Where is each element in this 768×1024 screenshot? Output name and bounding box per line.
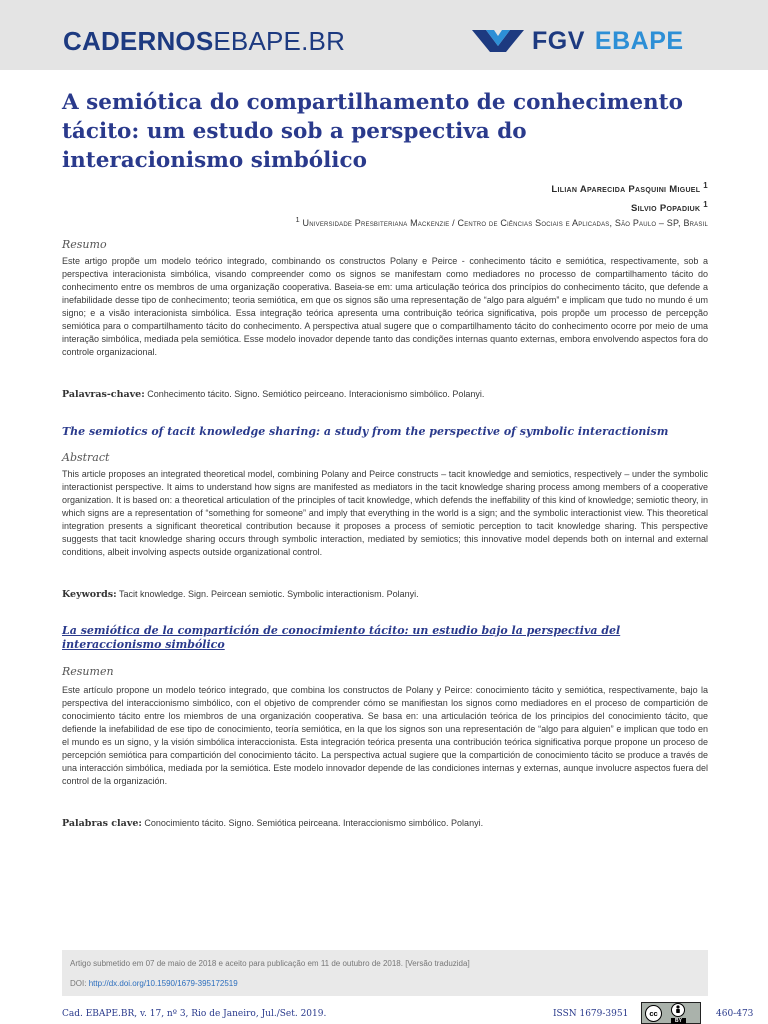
author-name: Silvio Popadiuk: [631, 203, 701, 215]
author-list: [551, 178, 708, 216]
footer-page-range: 460-473: [716, 1009, 754, 1019]
abstract-text: This article proposes an integrated theoretical model, combining Polany and Peirce constructs – tacit knowledge and semiotics, respectively – under the symbolic interactionist perspective. It aims to understand how signs are manifested as mediators in the tacit knowledge sharing process among members of a cooperative organization. It is based on: a theoretical articulation of the principles of tacit knowledge, which defends the ineffability of this kind of knowledge; semiotic theory, in which signs are a representation of “something for someone” and imply that everything in the world is a sign; and the symbolic interactionist view. This theoretical integration presents a significant theoretical contribution because it proposes a process of semiotic perception to tacit knowledge sharing. This perspective suggests that tacit knowledge sharing occurs through symbolic interaction, mediated by semiotics; this innovative model depends both on internal and external conditions, albeit involving aspects outside organizational control.: [62, 469, 708, 557]
journal-name-light: EBAPE.BR: [213, 26, 346, 56]
palabras-clave: [62, 818, 708, 829]
keywords: [62, 589, 708, 600]
resumen-text: Este artículo propone un modelo teórico integrado, que combina los constructos de Polany y Peirce: conocimiento tácito y semiótica, respectivamente, bajo la perspectiva del interaccionismo simbólico, con el objetivo de comprender cómo se manifiestan los signos como mediadores en el proceso de compartición de conocimiento tácito entre los miembros de una organización cooperativa. Se basa en: una articulación teórica de los principios del conocimiento tácito, que defiende la inefabilidad de ese tipo de conocimiento, teoría semiótica, en la que los signos son una representación de “algo para alguien” e implican que todo en el mundo es un signo, y la visión simbólica interaccionista. Esta integración teórica presenta una contribución teórica significativa porque propone un proceso de percepción semiótica para compartición del conocimiento tácito. La perspectiva actual sugiere que la compartición de conocimiento tácito se produce a través de una interacción simbólica, mediada por la semiótica. Este modelo innovador depende de las condiciones internas y externas, aunque involucre aspectos fuera del control de la organización.: [62, 685, 708, 786]
resumo-heading: Resumo: [62, 238, 107, 251]
by-label: BY: [671, 1018, 686, 1024]
ebape-text: EBAPE: [594, 26, 684, 55]
submission-dates: Artigo submetido em 07 de maio de 2018 e aceito para publicação em 11 de outubro de 2018. [Versão traduzida]: [70, 959, 470, 968]
person-icon: [671, 1003, 685, 1017]
journal-logo[interactable]: [63, 26, 345, 57]
palavras-chave: [62, 389, 708, 400]
affiliation: [295, 215, 708, 228]
affiliation-text: Universidade Presbiteriana Mackenzie / Centro de Ciências Sociais e Aplicadas, São Paulo – SP, Brasil: [302, 218, 708, 228]
fgv-ebape-logo[interactable]: [472, 28, 684, 54]
affiliation-superscript: 1: [295, 215, 300, 224]
submission-notice: [62, 950, 708, 996]
affiliation-superscript: 1: [703, 181, 708, 190]
abstract-heading: Abstract: [62, 451, 110, 464]
author-name: Lilian Aparecida Pasquini Miguel: [551, 184, 701, 196]
fgv-wordmark: [532, 27, 684, 56]
footer-citation: Cad. EBAPE.BR, v. 17, nº 3, Rio de Janeiro, Jul./Set. 2019.: [62, 1009, 327, 1019]
fgv-text: FGV: [532, 26, 585, 55]
journal-name-bold: CADERNOS: [63, 26, 214, 56]
palabras-clave-text: Conocimiento tácito. Signo. Semiótica peirceana. Interaccionismo simbólico. Polanyi.: [144, 818, 484, 828]
by-block: [671, 1003, 686, 1024]
cc-icon: cc: [645, 1005, 662, 1022]
resumen-heading: Resumen: [62, 665, 114, 678]
author-item: [551, 178, 708, 197]
palabras-clave-label: Palabras clave:: [62, 818, 142, 829]
doi-line: [70, 979, 238, 988]
doi-label: DOI:: [70, 979, 87, 988]
affiliation-superscript: 1: [703, 200, 708, 210]
keywords-text: Tacit knowledge. Sign. Peircean semiotic. Symbolic interactionism. Polanyi.: [118, 589, 419, 599]
resumo-text: Este artigo propõe um modelo teórico integrado, combinando os constructos Polany e Peirce - conhecimento tácito e semiótica, respectivamente, sob a perspectiva interacionista simbólica, visando compreender como os signos se manifestam como mediadores no processo de compartilhamento tácito do conhecimento entre os membros de uma organização cooperativa. Baseia-se em: uma articulação teórica dos princípios do conhecimento tácito, que defende a inefabilidade desse tipo de conhecimento; teoria semiótica, em que os signos são uma representação de “algo para alguém” e implicam que tudo no mundo é um signo; e a visão interacionista simbólica. Essa integração teórica apresenta uma contribuição teórica significativa, pois propõe um processo de percepção semiótica para o compartilhamento tácito do conhecimento. A perspectiva atual sugere que o compartilhamento tácito do conhecimento ocorre por meio de uma interação simbólica, mediada pela semiótica. Esse modelo inovador depende tanto das condições internas quanto externas, embora envolvendo aspectos fora do controle organizacional.: [62, 256, 708, 357]
english-title: The semiotics of tacit knowledge sharing: a study from the perspective of symbolic interactionism: [62, 425, 669, 438]
author-item: [551, 197, 708, 216]
spanish-title: La semiótica de la compartición de conocimiento tácito: un estudio bajo la perspectiva del interaccionismo simbólico: [62, 624, 621, 651]
footer-issn: ISSN 1679-3951: [553, 1009, 629, 1019]
cc-by-license-badge[interactable]: [641, 1002, 701, 1024]
fgv-chevron-icon: [472, 30, 524, 52]
article-title: A semiótica do compartilhamento de conhecimento tácito: um estudo sob a perspectiva do interacionismo simbólico: [62, 90, 683, 173]
palavras-chave-label: Palavras-chave:: [62, 389, 145, 400]
journal-header: [0, 0, 768, 70]
palavras-chave-text: Conhecimento tácito. Signo. Semiótico peirceano. Interacionismo simbólico. Polanyi.: [147, 389, 485, 399]
doi-link[interactable]: http://dx.doi.org/10.1590/1679-395172519: [88, 979, 238, 988]
keywords-label: Keywords:: [62, 589, 117, 600]
